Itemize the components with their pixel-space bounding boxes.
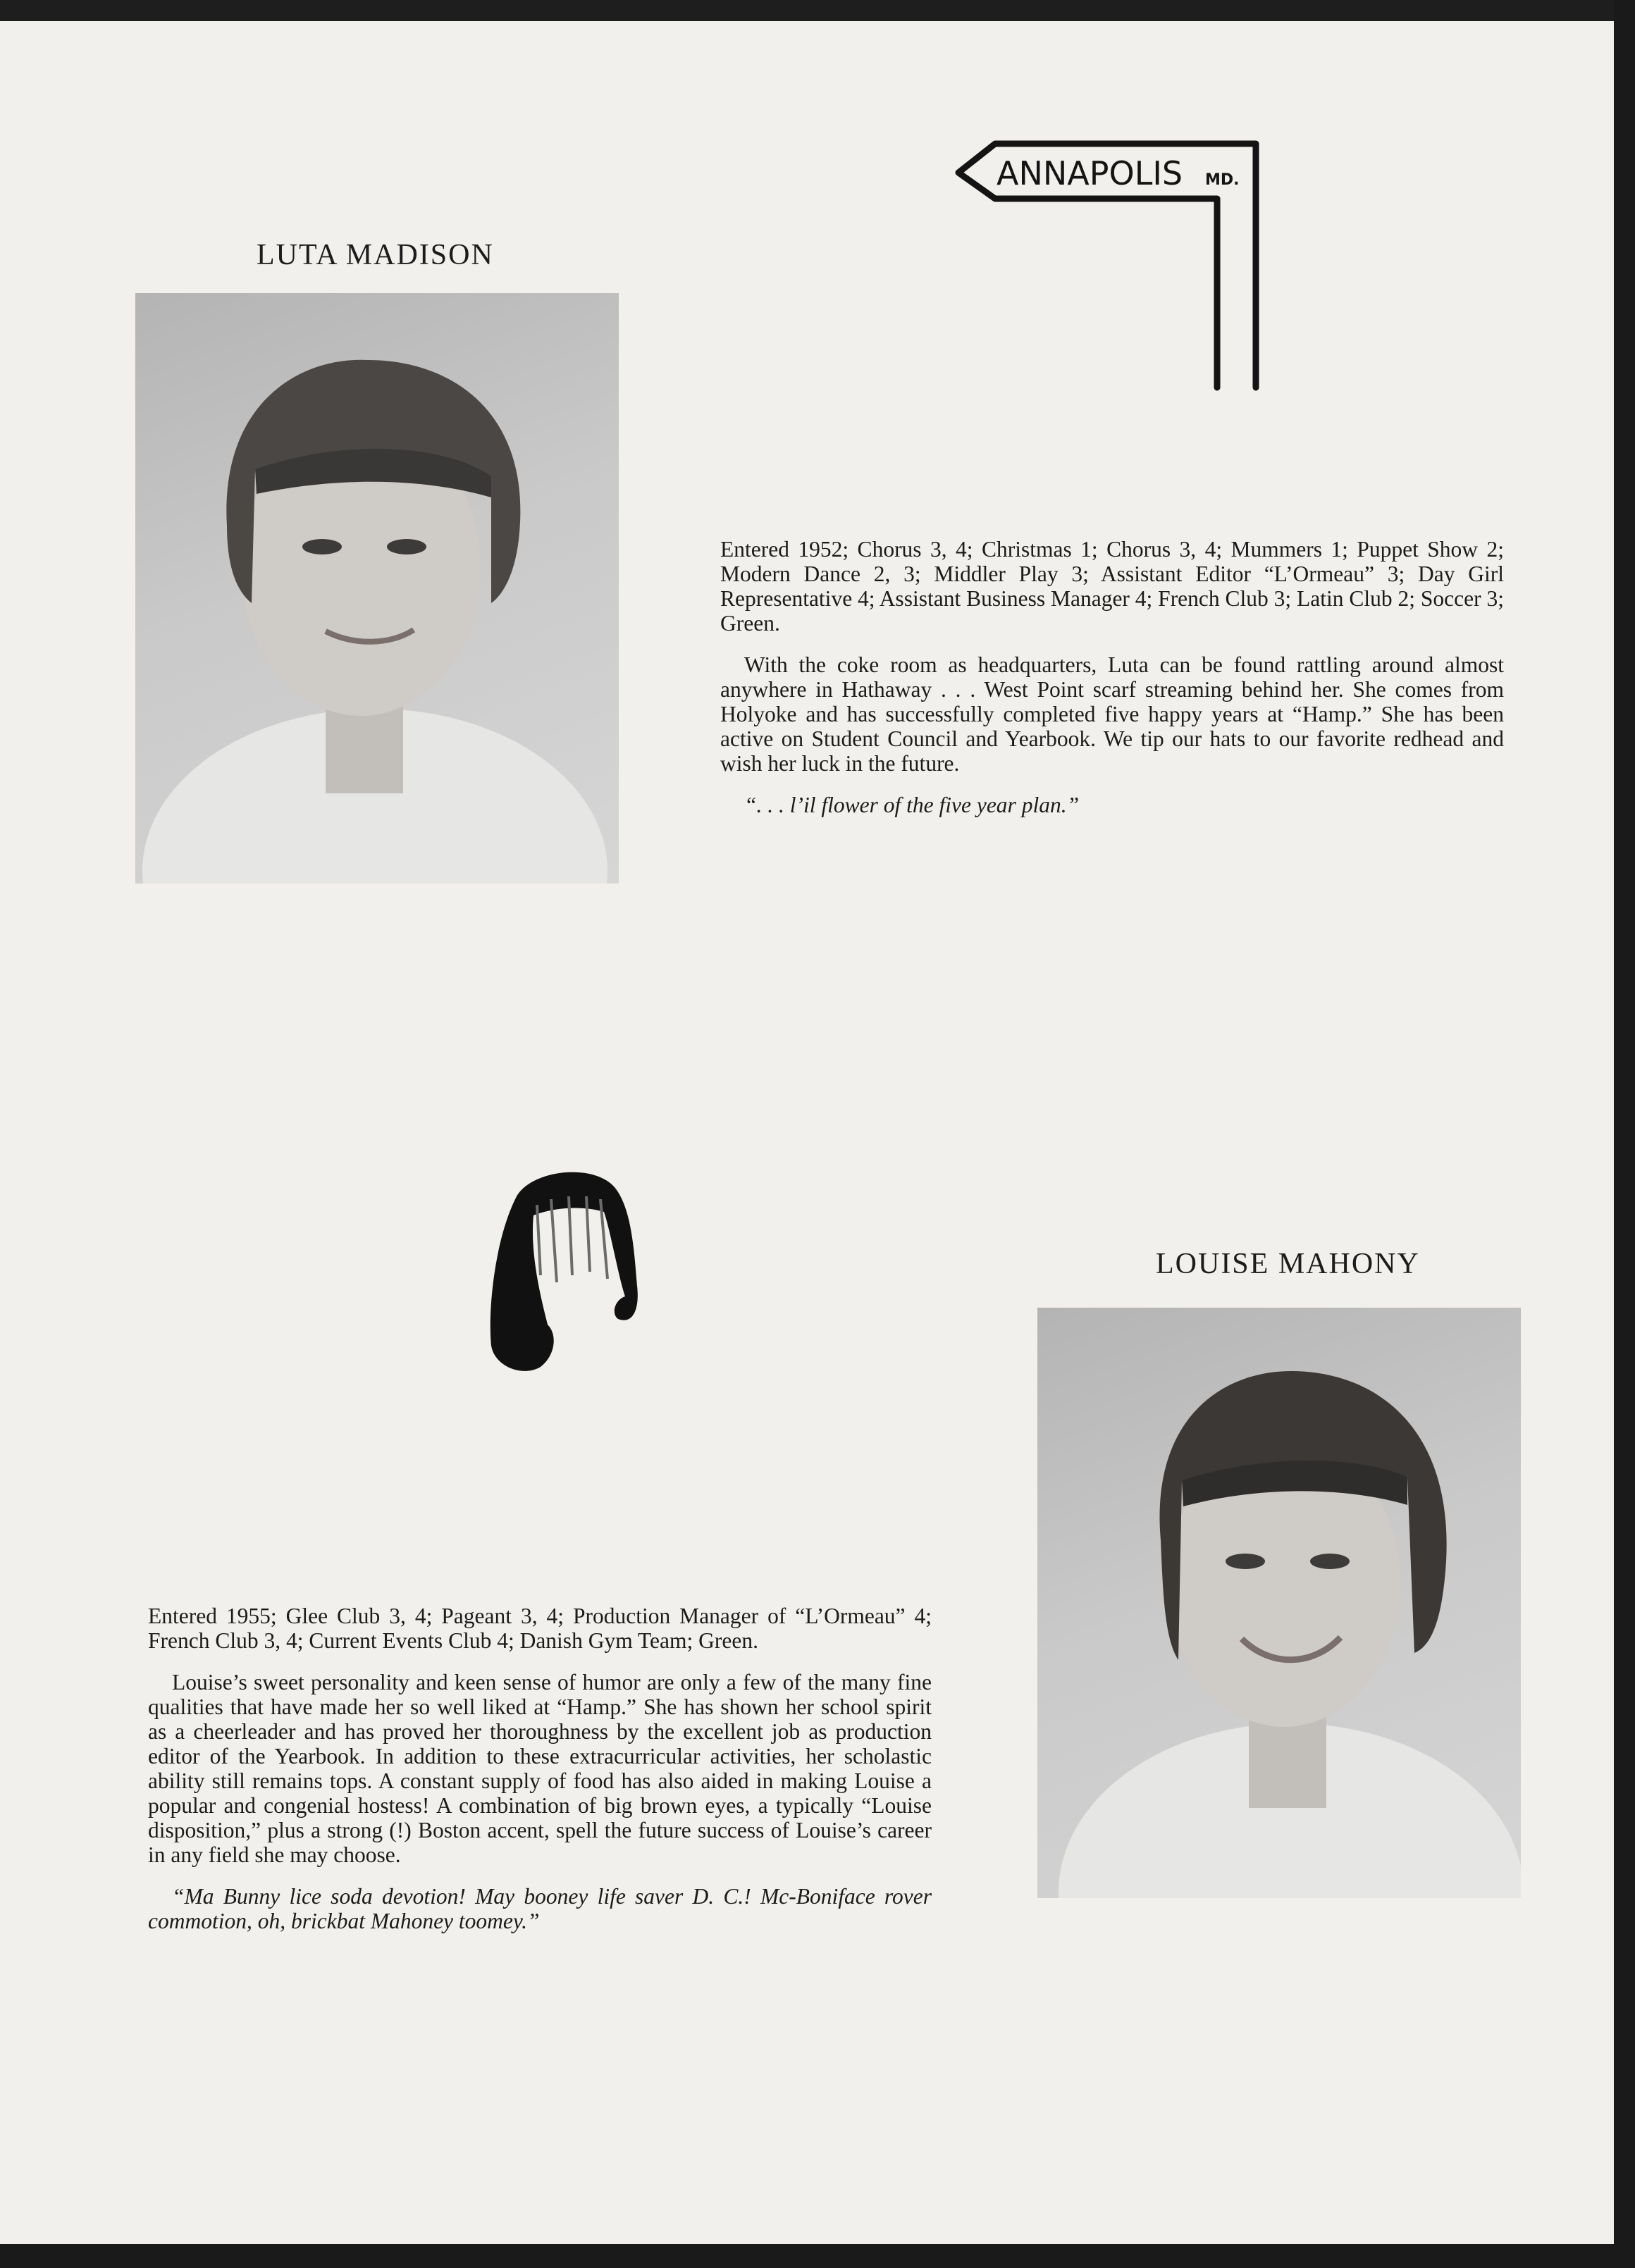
scan-edge-right <box>1614 0 1635 2268</box>
biography-text: With the coke room as headquarters, Luta can be found rattling around almost anywhere in Hathaway . . . West Point scarf streaming behind her. She comes from Holyoke and has successfully completed five happy years at “Hamp.” She has been active on Student Council and Yearbook. We tip our hats to our favorite redhead and wish her luck in the future. <box>720 652 1504 776</box>
student-text-block <box>148 1604 932 1950</box>
activities-text: Entered 1955; Glee Club 3, 4; Pageant 3, 4; Production Manager of “L’Ormeau” 4; French Club 3, 4; Current Events Club 4; Danish Gym Team; Green. <box>148 1604 932 1653</box>
hair-drawing <box>474 1155 650 1384</box>
student-name: LOUISE MAHONY <box>1156 1248 1420 1280</box>
student-quote: “. . . l’il flower of the five year plan.” <box>744 793 1080 817</box>
biography-text: Louise’s sweet personality and keen sense of humor are only a few of the many fine qualities that have made her so well liked at “Hamp.” She has shown her school spirit as a cheerleader and has proved her thoroughness by the excellent job as production editor of the Yearbook. In addition to these extracurricular activities, her scholastic ability still remains tops. A constant supply of food has also aided in making Louise a popular and congenial hostess! A combination of big brown eyes, a typically “Louise disposition,” plus a strong (!) Boston accent, spell the future success of Louise’s career in any field she may choose. <box>148 1670 932 1867</box>
scan-edge-bottom <box>0 2244 1635 2268</box>
sign-text: ANNAPOLIS <box>997 154 1183 192</box>
signpost-drawing <box>953 134 1263 398</box>
portrait-photo <box>135 293 619 884</box>
portrait-photo <box>1037 1308 1521 1898</box>
activities-text: Entered 1952; Chorus 3, 4; Christmas 1; Chorus 3, 4; Mummers 1; Puppet Show 2; Modern Dance 2, 3; Middler Play 3; Assistant Editor “L’Ormeau” 3; Day Girl Representative 4; Assistant Business Manager 4; French Club 3; Latin Club 2; Soccer 3; Green. <box>720 537 1504 636</box>
student-name: LUTA MADISON <box>257 239 494 271</box>
student-quote: “Ma Bunny lice soda devotion! May booney life saver D. C.! Mc-Boniface rover commotion, oh, brickbat Mahoney toomey.” <box>148 1884 932 1933</box>
sign-suffix: MD. <box>1205 171 1240 189</box>
student-text-block <box>720 537 1504 834</box>
